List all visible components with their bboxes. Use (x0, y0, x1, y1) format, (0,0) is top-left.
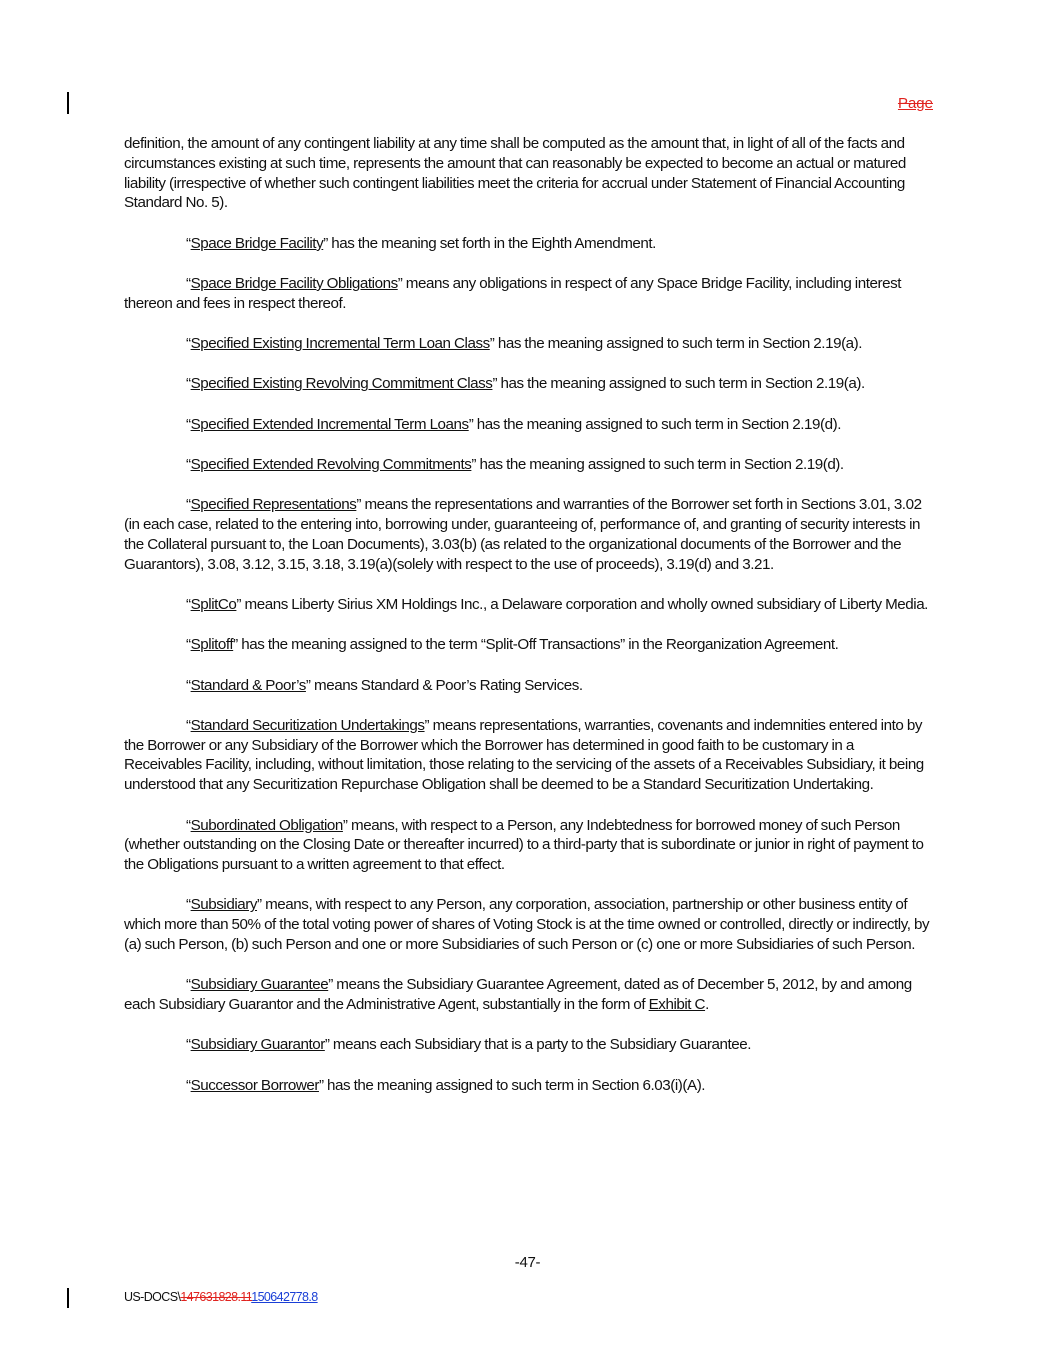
definition-splitco (124, 595, 930, 615)
definition-text: has the meaning assigned to such term in Section 2.19(d). (473, 415, 842, 433)
definition-standard-and-poors (124, 676, 930, 696)
definition-standard-securitization-undertakings (124, 716, 930, 795)
close-quote: ” (318, 1076, 324, 1094)
close-quote: ” (236, 595, 242, 613)
definition-splitoff (124, 635, 930, 655)
definition-space-bridge-facility-obligations (124, 274, 930, 314)
close-quote: ” (489, 335, 495, 353)
defined-term: Subsidiary Guarantee (190, 976, 329, 994)
definition-text: means, with respect to any Person, any corporation, association, partnership or other business entity of which more than 50% of the total voting power of shares of Voting Stock is at the time owned or controlled, directly or indirectly, by (a) such Person, (b) such Person and one or more Subsidiaries of such Person or (c) one or more Subsidiaries of such Person. (124, 896, 930, 954)
definition-text: means Liberty Sirius XM Holdings Inc., a Delaware corporation and wholly owned subsidiary of Liberty Media. (241, 595, 928, 613)
inserted-doc-id: 150642778.8 (251, 1290, 318, 1304)
defined-term: SplitCo (190, 595, 237, 613)
paragraph-text: definition, the amount of any contingent liability at any time shall be computed as the amount that, in light of all of the facts and circumstances existing at such time, represents the amount that can reasonably be expected to become an actual or matured liability (irrespective of whether such contingent liabilities meet the criteria for accrual under Statement of Financial Accounting Standard No. 5). (124, 135, 906, 212)
definition-specified-representations (124, 495, 930, 574)
definition-specified-extended-revolving-commitments (124, 455, 930, 475)
close-quote: ” (305, 676, 311, 694)
open-quote: “ (186, 274, 191, 292)
doc-prefix: US-DOCS\ (124, 1290, 181, 1304)
close-quote: ” (233, 636, 238, 654)
open-quote: “ (186, 976, 191, 994)
definition-text: means, with respect to a Person, any Indebtedness for borrowed money of such Person (whether outstanding on the Closing Date or thereafter incurred) to a third-party that is subordinate or junior in right of payment to the Obligations pursuant to a written agreement to that effect. (124, 816, 924, 874)
open-quote: “ (186, 335, 191, 353)
definition-text: has the meaning assigned to such term in Section 2.19(a). (494, 335, 863, 353)
definition-specified-existing-revolving-commitment-class (124, 374, 930, 394)
definition-text: has the meaning assigned to such term in Section 2.19(a). (497, 375, 865, 393)
definition-text: has the meaning assigned to the term “Split-Off Transactions” in the Reorganization Agreement. (237, 636, 839, 654)
deleted-doc-id: 147631828.11 (180, 1290, 252, 1304)
definition-text: has the meaning assigned to such term in Section 2.19(d). (476, 455, 844, 473)
open-quote: “ (186, 375, 191, 393)
page-number: -47- (514, 1254, 541, 1271)
defined-term: Standard & Poor’s (190, 676, 306, 694)
open-quote: “ (186, 455, 191, 473)
defined-term: Successor Borrower (190, 1076, 319, 1094)
definition-text: means Standard & Poor’s Rating Services. (310, 676, 583, 694)
open-quote: “ (186, 496, 191, 514)
close-quote: ” (323, 234, 328, 252)
close-quote: ” (257, 896, 262, 914)
definition-tail: . (705, 996, 709, 1014)
definition-subsidiary-guarantee (124, 975, 930, 1015)
open-quote: “ (186, 595, 191, 613)
defined-term: Subordinated Obligation (190, 816, 343, 834)
close-quote: ” (397, 274, 403, 292)
defined-term: Specified Extended Incremental Term Loans (190, 415, 469, 433)
definition-subsidiary (124, 895, 930, 954)
continuation-paragraph (124, 134, 930, 213)
change-bar-bottom (67, 1288, 69, 1308)
defined-term: Splitoff (190, 636, 234, 654)
definition-subsidiary-guarantor (124, 1035, 930, 1055)
definition-specified-existing-incremental-term-loan-class (124, 334, 930, 354)
close-quote: ” (468, 415, 474, 433)
definition-text: means each Subsidiary that is a party to the Subsidiary Guarantee. (329, 1036, 752, 1054)
close-quote: ” (424, 716, 430, 734)
open-quote: “ (186, 676, 191, 694)
deleted-page-label: Page (897, 95, 933, 112)
open-quote: “ (186, 896, 191, 914)
definition-text: has the meaning set forth in the Eighth Amendment. (327, 234, 656, 252)
definition-successor-borrower (124, 1076, 930, 1096)
close-quote: ” (471, 455, 476, 473)
defined-term: Space Bridge Facility Obligations (190, 274, 398, 292)
open-quote: “ (186, 1036, 191, 1054)
open-quote: “ (186, 1076, 191, 1094)
defined-term: Subsidiary (190, 896, 258, 914)
definition-text: means representations, warranties, covenants and indemnities entered into by the Borrower or any Subsidiary of the Borrower which the Borrower has determined in good faith to be customary in a Receivables Facility, including, without limitation, those relating to the servicing of the assets of a Receivables Subsidiary, it being understood that any Securitization Repurchase Obligation shall be deemed to be a Standard Securitization Undertaking. (124, 716, 924, 794)
definition-text: means the representations and warranties of the Borrower set forth in Sections 3.01, 3.02 (in each case, related to the entering into, borrowing under, guaranteeing of, performance of, and granting of security interests in the Collateral pursuant to, the Loan Documents), 3.03(b) (as related to the organizational documents of the Borrower and the Guarantors), 3.08, 3.12, 3.15, 3.18, 3.19(a)(solely with respect to the use of proceeds), 3.19(d) and 3.21. (124, 496, 922, 573)
open-quote: “ (186, 716, 191, 734)
defined-term: Subsidiary Guarantor (190, 1036, 325, 1054)
definition-text: has the meaning assigned to such term in Section 6.03(i)(A). (323, 1076, 706, 1094)
close-quote: ” (342, 816, 348, 834)
definition-space-bridge-facility (124, 234, 930, 254)
close-quote: ” (356, 496, 361, 514)
close-quote: ” (324, 1036, 330, 1054)
close-quote: ” (492, 375, 498, 393)
defined-term: Space Bridge Facility (190, 234, 324, 252)
definition-specified-extended-incremental-term-loans (124, 415, 930, 435)
defined-term: Standard Securitization Undertakings (190, 716, 425, 734)
defined-term: Specified Representations (190, 496, 357, 514)
open-quote: “ (186, 816, 191, 834)
definition-text: means the Subsidiary Guarantee Agreement, dated as of December 5, 2012, by and among each Subsidiary Guarantor and the Administrative Agent, substantially in the form of (124, 976, 912, 1014)
document-body (124, 134, 930, 1116)
open-quote: “ (186, 636, 191, 654)
defined-term: Specified Extended Revolving Commitments (190, 455, 472, 473)
defined-term: Specified Existing Revolving Commitment Class (190, 375, 493, 393)
document-id-footer (124, 1290, 318, 1304)
close-quote: ” (328, 976, 333, 994)
definition-subordinated-obligation (124, 816, 930, 875)
definition-text: means any obligations in respect of any Space Bridge Facility, including interest thereon and fees in respect thereof. (124, 274, 901, 312)
change-bar-top (67, 92, 69, 114)
defined-term: Specified Existing Incremental Term Loan Class (190, 335, 490, 353)
exhibit-c-reference: Exhibit C (648, 996, 706, 1014)
open-quote: “ (186, 415, 191, 433)
open-quote: “ (186, 234, 191, 252)
